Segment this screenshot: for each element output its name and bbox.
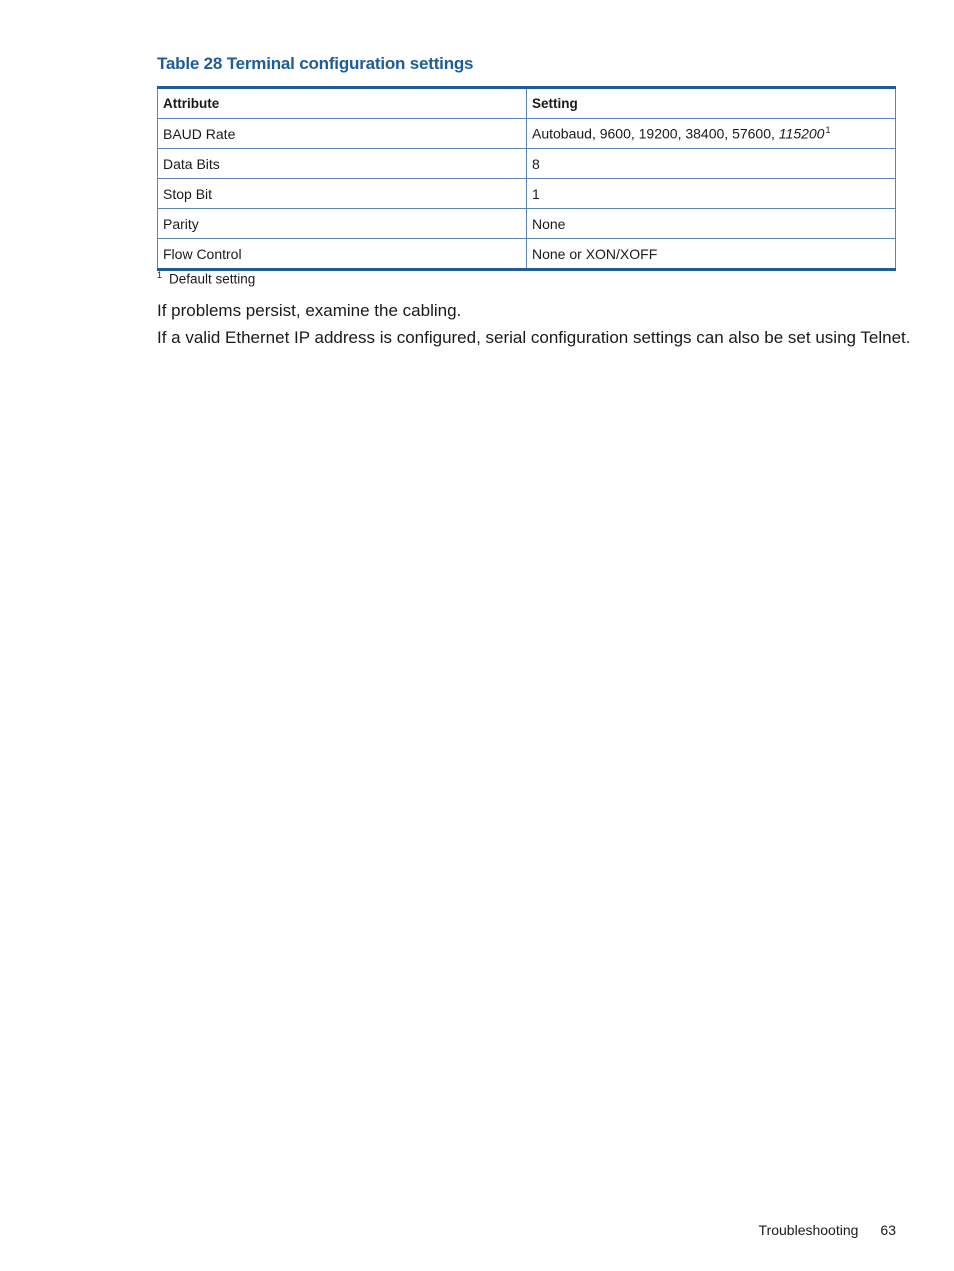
paragraph-telnet: If a valid Ethernet IP address is configured, serial configuration settings can also be set using Telnet. (157, 328, 911, 347)
attribute-cell: Parity (158, 209, 527, 239)
footnote-ref: 1 (825, 125, 831, 136)
footer-section: Troubleshooting (758, 1222, 859, 1238)
table-header-row (158, 88, 896, 119)
column-header-setting: Setting (527, 88, 896, 119)
table-row (158, 239, 896, 270)
table-caption: Table 28 Terminal configuration settings (157, 54, 474, 73)
page-number: 63 (880, 1222, 896, 1238)
setting-cell: None or XON/XOFF (527, 239, 896, 270)
setting-cell: 8 (527, 149, 896, 179)
attribute-cell: Stop Bit (158, 179, 527, 209)
attribute-cell: Flow Control (158, 239, 527, 270)
setting-cell (527, 119, 896, 149)
table-footnote (157, 270, 255, 287)
paragraph-cabling: If problems persist, examine the cabling. (157, 301, 462, 320)
table-row (158, 179, 896, 209)
table-row (158, 119, 896, 149)
terminal-config-table (157, 86, 896, 271)
footnote-mark: 1 (157, 270, 163, 280)
table-row (158, 149, 896, 179)
attribute-cell: BAUD Rate (158, 119, 527, 149)
column-header-attribute: Attribute (158, 88, 527, 119)
setting-cell: None (527, 209, 896, 239)
setting-text: Autobaud, 9600, 19200, 38400, 57600, (532, 125, 775, 142)
setting-cell: 1 (527, 179, 896, 209)
footnote-text: Default setting (169, 271, 256, 287)
table-row (158, 209, 896, 239)
page-footer (759, 1222, 896, 1238)
default-value: 115200 (778, 125, 825, 142)
attribute-cell: Data Bits (158, 149, 527, 179)
